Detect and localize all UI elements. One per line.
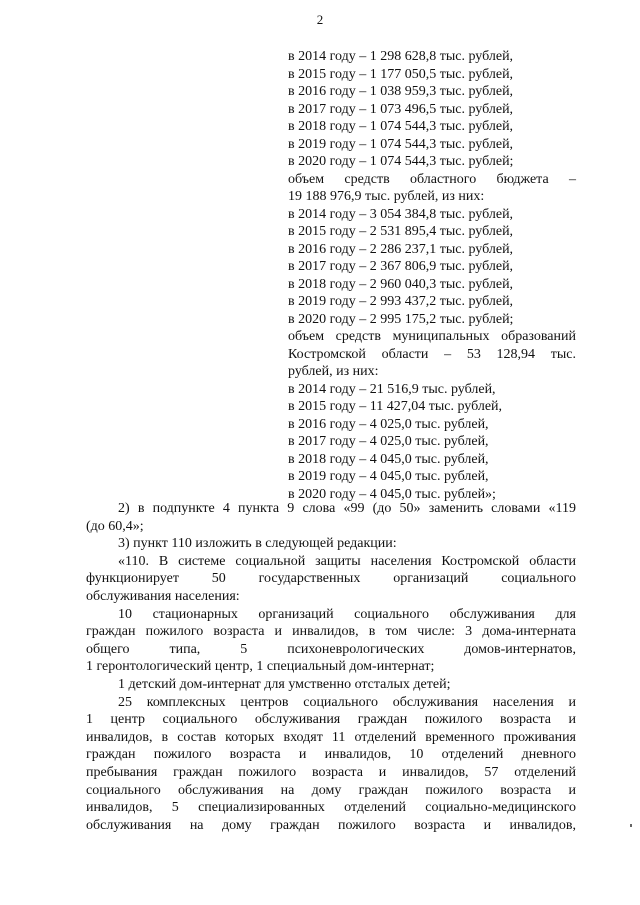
body-text-line: инвалидов, в состав которых входят 11 отделений временного проживания (86, 729, 576, 745)
body-text-line: 2) в подпункте 4 пункта 9 слова «99 (до 50» заменить словами «119 (118, 501, 576, 516)
body-text-line: обслуживания на дому граждан пожилого возраста и инвалидов, (86, 817, 576, 833)
funding-line: в 2017 году – 2 367 806,9 тыс. рублей, (288, 259, 514, 274)
funding-line: в 2017 году – 1 073 496,5 тыс. рублей, (288, 101, 514, 117)
funding-line: в 2018 году – 1 074 544,3 тыс. рублей, (288, 119, 514, 134)
body-text-line: граждан пожилого возраста и инвалидов, в том числе: 3 дома-интерната (86, 624, 576, 640)
funding-line: в 2016 году – 4 025,0 тыс. рублей, (288, 416, 489, 432)
funding-line: в 2016 году – 2 286 237,1 тыс. рублей, (288, 241, 514, 257)
funding-line: в 2014 году – 1 298 628,8 тыс. рублей, (288, 49, 514, 64)
funding-line: в 2019 году – 2 993 437,2 тыс. рублей, (288, 294, 514, 309)
body-text-line: инвалидов, 5 специализированных отделений социально-медицинского (86, 800, 576, 816)
body-text-line: «110. В системе социальной защиты населения Костромской области (118, 553, 576, 569)
main-body-text (86, 500, 576, 834)
body-text-line: 1 центр социального обслуживания граждан пожилого возраста и (86, 712, 576, 728)
page-number: 2 (316, 12, 324, 27)
body-text-line: обслуживания населения: (86, 588, 240, 604)
body-text-line: социального обслуживания на дому граждан пожилого возраста и (86, 782, 576, 798)
funding-line: Костромской области – 53 128,94 тыс. (288, 346, 576, 362)
funding-line: рублей, из них: (288, 364, 379, 379)
body-text-line: 1 детский дом-интернат для умственно отсталых детей; (118, 676, 451, 692)
funding-line: объем средств муниципальных образований (288, 329, 576, 344)
funding-line: в 2015 году – 11 427,04 тыс. рублей, (288, 399, 503, 414)
funding-line: в 2014 году – 3 054 384,8 тыс. рублей, (288, 206, 514, 222)
funding-breakdown-column (288, 48, 576, 503)
funding-line: объем средств областного бюджета – (288, 171, 576, 187)
funding-line: в 2019 году – 4 045,0 тыс. рублей, (288, 469, 489, 484)
funding-line: в 2016 году – 1 038 959,3 тыс. рублей, (288, 84, 514, 99)
body-text-line: функционирует 50 государственных организаций социального (86, 571, 576, 587)
funding-line: в 2019 году – 1 074 544,3 тыс. рублей, (288, 136, 514, 152)
funding-line: в 2020 году – 1 074 544,3 тыс. рублей; (288, 154, 514, 169)
body-text-line: 25 комплексных центров социального обслуживания населения и (118, 694, 576, 710)
funding-line: в 2015 году – 2 531 895,4 тыс. рублей, (288, 224, 514, 239)
funding-line: в 2015 году – 1 177 050,5 тыс. рублей, (288, 66, 514, 82)
body-text-line: 10 стационарных организаций социального обслуживания для (118, 606, 576, 622)
funding-line: в 2017 году – 4 025,0 тыс. рублей, (288, 434, 489, 449)
funding-line: 19 188 976,9 тыс. рублей, из них: (288, 189, 485, 204)
funding-line: в 2020 году – 4 045,0 тыс. рублей»; (288, 486, 496, 502)
body-text-line: 3) пункт 110 изложить в следующей редакции: (118, 536, 397, 552)
body-text-line: 1 геронтологический центр, 1 специальный дом-интернат; (86, 659, 435, 675)
funding-line: в 2014 году – 21 516,9 тыс. рублей, (288, 381, 496, 397)
body-text-line: пребывания граждан пожилого возраста и инвалидов, 57 отделений (86, 764, 576, 780)
funding-line: в 2020 году – 2 995 175,2 тыс. рублей; (288, 311, 514, 327)
scan-speck (630, 824, 632, 827)
funding-line: в 2018 году – 2 960 040,3 тыс. рублей, (288, 276, 514, 292)
funding-line: в 2018 году – 4 045,0 тыс. рублей, (288, 451, 489, 467)
body-text-line: граждан пожилого возраста и инвалидов, 10 отделений дневного (86, 747, 576, 763)
body-text-line: (до 60,4»; (86, 518, 144, 534)
body-text-line: общего типа, 5 психоневрологических домов-интернатов, (86, 641, 576, 657)
